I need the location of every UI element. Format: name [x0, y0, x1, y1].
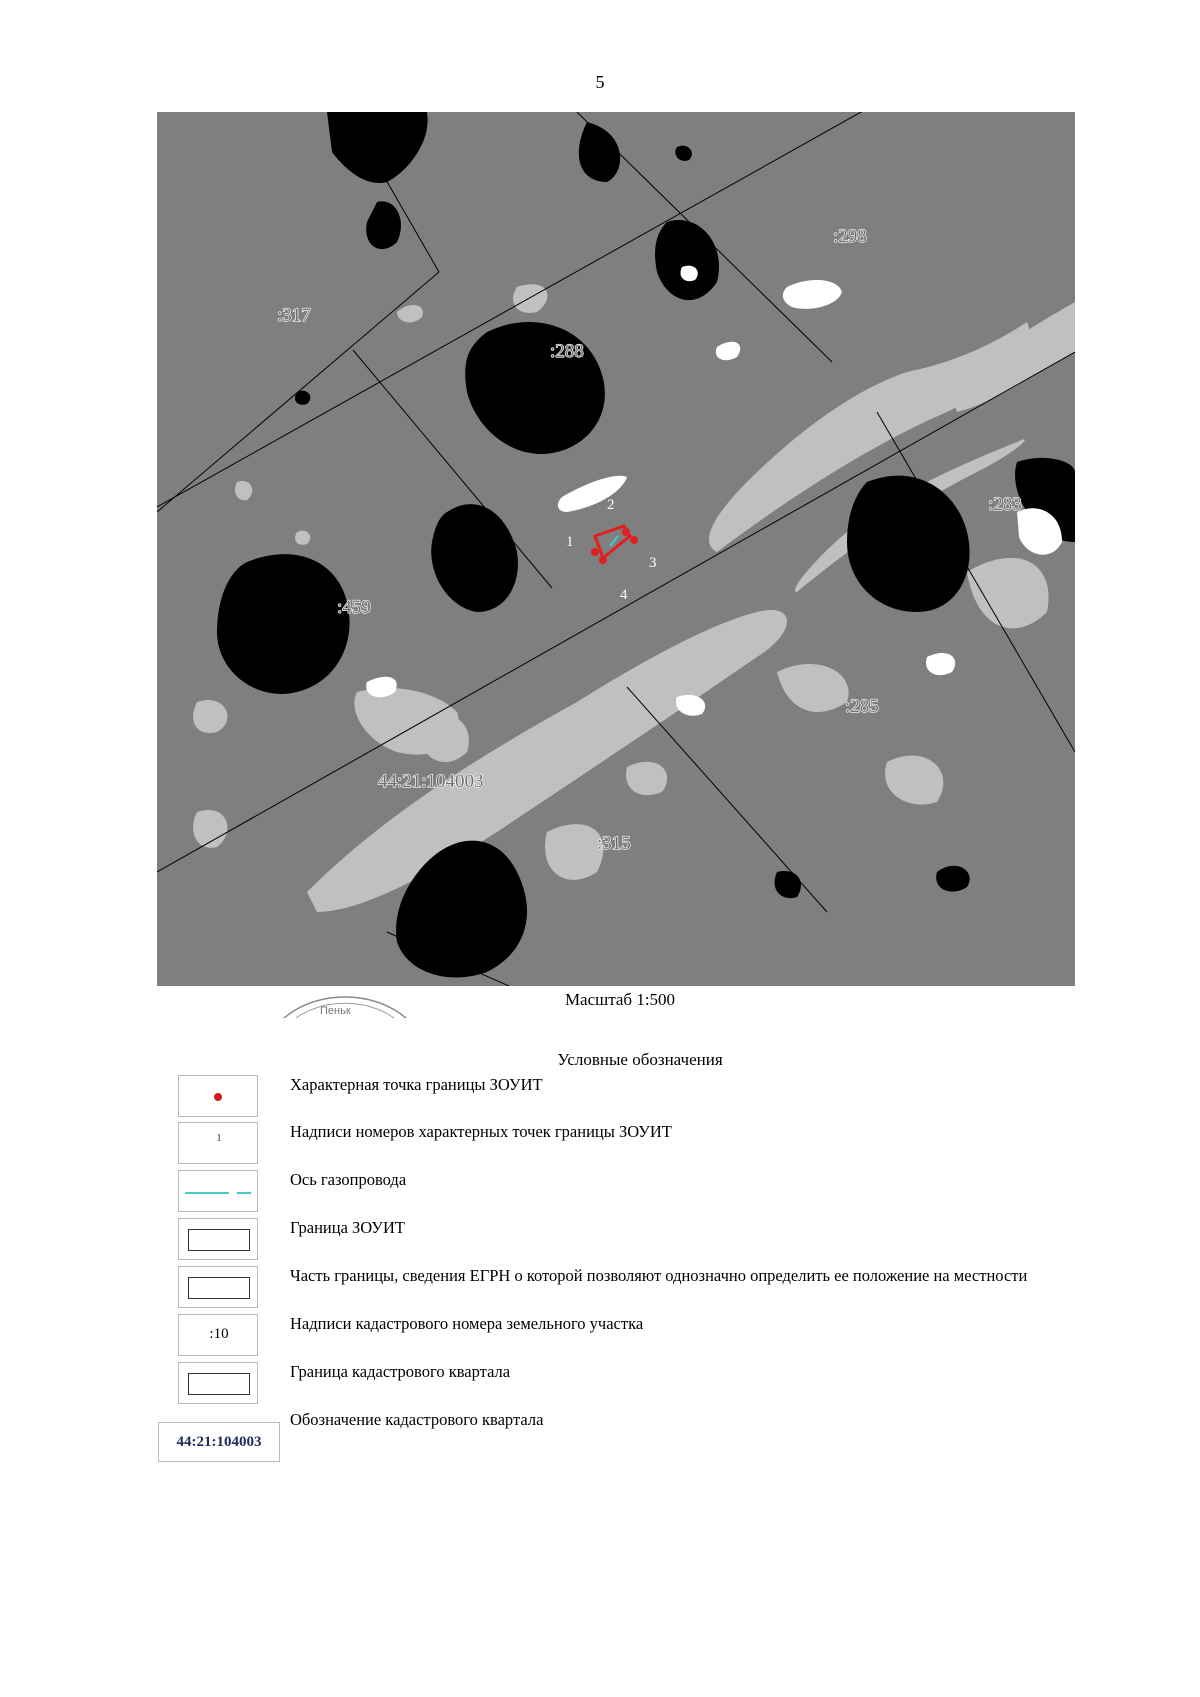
point-label-2: 2	[607, 497, 615, 513]
rectangle-icon	[188, 1229, 250, 1251]
legend-symbol-box	[178, 1218, 258, 1260]
legend-symbol-box	[158, 1422, 280, 1462]
red-dot-icon	[214, 1093, 222, 1101]
map-scale: Масштаб 1:500	[564, 990, 676, 1009]
legend-item-parcel-number	[178, 1314, 1078, 1360]
legend-text: Ось газопровода	[290, 1170, 407, 1189]
legend-text: Характерная точка границы ЗОУИТ	[290, 1075, 543, 1094]
legend-text: Обозначение кадастрового квартала	[290, 1410, 544, 1429]
legend-title: Условные обозначения	[557, 1050, 723, 1069]
rectangle-icon	[188, 1373, 250, 1395]
quarter-number-sample: 44:21:104003	[176, 1434, 262, 1450]
zouit-point-3	[630, 536, 638, 544]
legend-symbol-box	[178, 1266, 258, 1308]
stamp-text: Пеньк	[320, 1005, 351, 1017]
quarter-label: 44:21:104003	[378, 771, 484, 792]
point-number-sample: 1	[216, 1133, 222, 1144]
zouit-point-1	[591, 548, 599, 556]
legend-symbol-box	[178, 1122, 258, 1164]
point-label-4: 4	[620, 587, 628, 603]
parcel-label-298: :298	[833, 226, 867, 247]
parcel-label-283: :283	[988, 494, 1022, 515]
legend-item-point-numbers	[178, 1122, 1078, 1168]
legend-item-quarter-label	[178, 1410, 1078, 1466]
legend-item-zouit-boundary	[178, 1218, 1078, 1264]
legend-item-gas-axis	[178, 1170, 1078, 1216]
page-number: 5	[595, 72, 605, 92]
point-label-1: 1	[566, 534, 574, 550]
zouit-point-4	[599, 556, 607, 564]
legend-item-egrn-boundary	[178, 1266, 1078, 1312]
parcel-label-459: :459	[337, 597, 371, 618]
legend-symbol-box	[178, 1314, 258, 1356]
legend-symbol-box	[178, 1362, 258, 1404]
cadastral-map	[157, 112, 1075, 986]
parcel-label-317: :317	[277, 305, 311, 326]
point-label-3: 3	[649, 555, 657, 571]
legend-text: Надписи кадастрового номера земельного участка	[290, 1314, 644, 1333]
parcel-number-sample: :10	[209, 1326, 229, 1342]
legend-symbol-box	[178, 1170, 258, 1212]
parcel-label-285: :285	[845, 696, 879, 717]
legend-text: Граница кадастрового квартала	[290, 1362, 511, 1381]
legend-item-characteristic-point	[178, 1075, 1078, 1121]
legend-text: Часть границы, сведения ЕГРН о которой позволяют однозначно определить ее положение на местности	[290, 1266, 1028, 1285]
zouit-point-2	[622, 528, 630, 536]
legend-symbol-box	[178, 1075, 258, 1117]
parcel-label-315: :315	[597, 833, 631, 854]
legend-text: Надписи номеров характерных точек границы ЗОУИТ	[290, 1122, 672, 1141]
cyan-dash-line-icon	[179, 1171, 259, 1213]
seal-stamp	[275, 992, 415, 1018]
rectangle-icon	[188, 1277, 250, 1299]
legend-text: Граница ЗОУИТ	[290, 1218, 405, 1237]
legend-item-quarter-boundary	[178, 1362, 1078, 1408]
parcel-label-288: :288	[550, 341, 584, 362]
